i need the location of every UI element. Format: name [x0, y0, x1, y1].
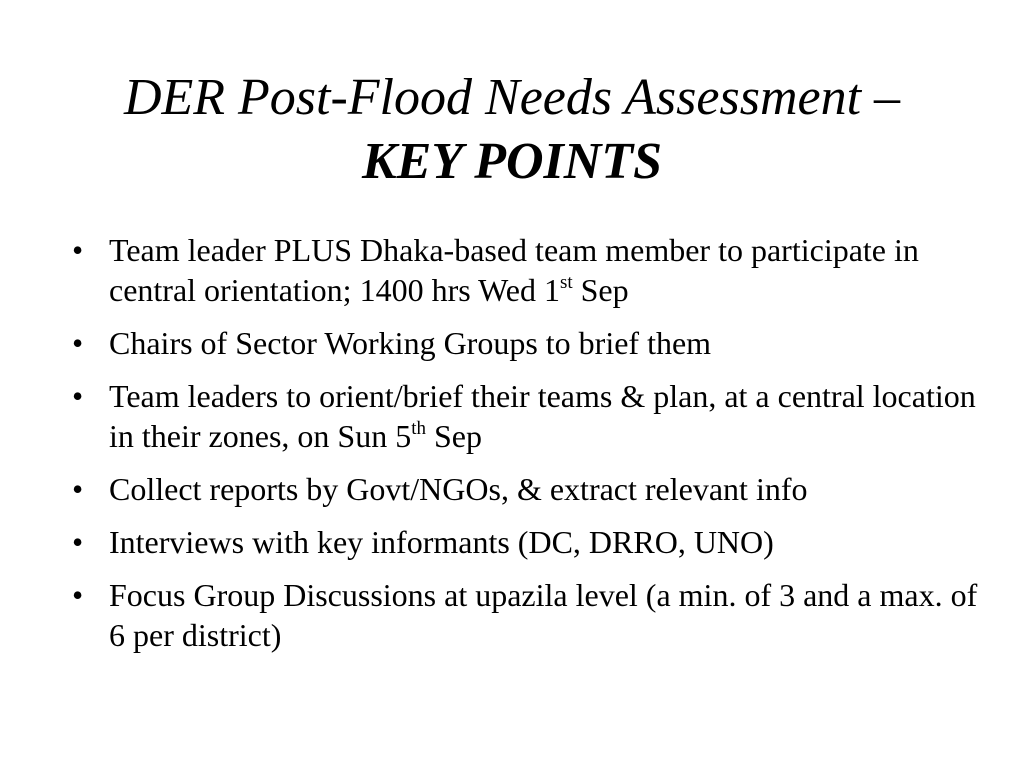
bullet-marker: • — [72, 577, 84, 613]
bullet-marker: • — [72, 325, 84, 361]
title-line-2: KEY POINTS — [362, 133, 662, 190]
bullet-item — [72, 469, 992, 509]
bullet-item — [72, 522, 992, 562]
bullet-marker: • — [72, 232, 84, 268]
bullet-item — [72, 323, 992, 363]
slide-title — [0, 66, 1024, 194]
bullet-marker: • — [72, 524, 84, 560]
bullet-item — [72, 376, 992, 456]
bullet-text: Chairs of Sector Working Groups to brief them — [109, 325, 712, 361]
bullet-superscript: th — [411, 418, 426, 440]
bullet-item — [72, 230, 992, 310]
bullet-text: Focus Group Discussions at upazila level (a min. of 3 and a max. of 6 per district) — [109, 577, 978, 653]
bullet-list — [72, 230, 992, 668]
bullet-item — [72, 575, 992, 655]
bullet-text-after: Sep — [572, 272, 629, 308]
bullet-marker: • — [72, 471, 84, 507]
bullet-text: Collect reports by Govt/NGOs, & extract relevant info — [109, 471, 808, 507]
bullet-text: Team leader PLUS Dhaka-based team member to participate in central orientation; 1400 hrs Wed 1 — [109, 232, 919, 308]
bullet-superscript: st — [559, 272, 573, 294]
bullet-marker: • — [72, 378, 84, 414]
bullet-text: Interviews with key informants (DC, DRRO, UNO) — [109, 524, 774, 560]
bullet-text-after: Sep — [425, 418, 482, 454]
title-line-1: DER Post-Flood Needs Assessment – — [123, 69, 901, 126]
bullet-text: Team leaders to orient/brief their teams & plan, at a central location in their zones, on Sun 5 — [109, 378, 976, 454]
